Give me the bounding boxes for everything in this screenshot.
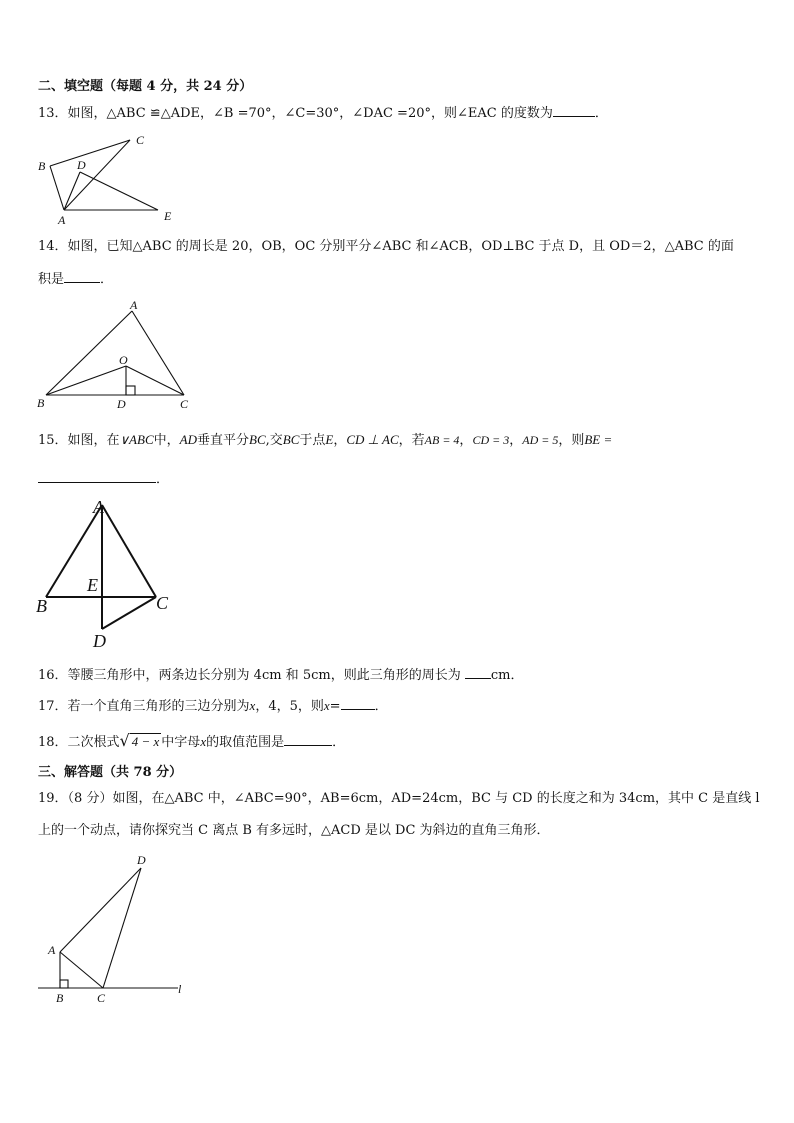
- answer-blank-18[interactable]: [284, 733, 332, 746]
- fig15-label-a: A: [93, 497, 104, 517]
- q15-part: ,交: [265, 433, 283, 448]
- question-16-unit: cm．: [490, 668, 524, 683]
- q15-part: ，: [459, 433, 473, 448]
- q15-ab: AB = 4: [424, 433, 460, 447]
- answer-blank-15[interactable]: [38, 470, 156, 483]
- fig14-label-d: D: [117, 397, 126, 411]
- q15-part: ，则: [558, 433, 585, 448]
- fig19-label-d: D: [137, 853, 146, 867]
- question-13-text: 13．如图，△ABC ≌△ADE，∠B =70°，∠C=30°，∠DAC =20°，则∠EAC 的度数为: [38, 106, 553, 121]
- question-14-end: ．: [100, 272, 114, 287]
- fig14-label-o: O: [119, 353, 128, 367]
- q15-part: 15．如图，在: [38, 433, 120, 448]
- q15-cd-value: CD = 3: [472, 433, 510, 447]
- question-17-end: ．: [374, 699, 388, 714]
- fig13-label-d: D: [77, 158, 86, 172]
- answer-blank-16[interactable]: [465, 666, 491, 679]
- answer-blank-13[interactable]: [553, 104, 595, 117]
- q17-part: =: [329, 699, 341, 714]
- fig14-label-c: C: [180, 397, 189, 411]
- fig19-label-b: B: [56, 991, 64, 1005]
- fig14-label-a: A: [130, 298, 138, 312]
- question-14-line1: 14．如图，已知△ABC 的周长是 20，OB，OC 分别平分∠ABC 和∠ACB，OD⊥BC 于点 D，且 OD＝2，△ABC 的面: [38, 239, 734, 254]
- section-3-title: 三、解答题（共 78 分）: [38, 765, 183, 780]
- fig15-label-c: C: [156, 593, 169, 613]
- q15-part: ，: [333, 433, 347, 448]
- q17-x: x: [323, 698, 330, 713]
- q15-ad: AD: [179, 432, 197, 447]
- q15-part: ，: [509, 433, 523, 448]
- fig15-label-d: D: [93, 631, 106, 651]
- q15-part: 垂直平分: [196, 433, 249, 448]
- fig13-label-b: B: [38, 159, 46, 173]
- question-19-line1: 19．（8 分）如图，在△ABC 中，∠ABC=90°，AB=6cm，AD=24cm，BC 与 CD 的长度之和为 34cm，其中 C 是直线 l: [38, 791, 760, 806]
- q15-part: 中，: [153, 433, 180, 448]
- q18-part: 18．二次根式: [38, 735, 120, 750]
- question-18: [38, 732, 345, 752]
- answer-blank-14[interactable]: [64, 270, 100, 283]
- fig13-label-c: C: [136, 133, 145, 147]
- figure-14: [30, 296, 200, 416]
- fig19-label-c: C: [97, 991, 106, 1005]
- q18-part: 中字母: [161, 735, 201, 750]
- question-19-line2: 上的一个动点，请你探究当 C 离点 B 有多远时，△ACD 是以 DC 为斜边的直角三角形．: [38, 823, 550, 838]
- sqrt-sign: √: [119, 731, 130, 750]
- question-18-end: ．: [332, 735, 346, 750]
- question-15-answer-line: [38, 470, 169, 489]
- question-14-line2-text: 积是: [38, 272, 65, 287]
- question-15: [38, 431, 612, 450]
- fig15-label-e: E: [87, 575, 98, 595]
- q17-x: x: [249, 698, 256, 713]
- question-14-line2: [38, 270, 113, 289]
- question-16-text: 16．等腰三角形中，两条边长分别为 4cm 和 5cm，则此三角形的周长为: [38, 668, 461, 683]
- answer-blank-17[interactable]: [341, 697, 375, 710]
- figure-19: [30, 850, 200, 1010]
- q15-part: 于点: [299, 433, 326, 448]
- fig13-label-a: A: [58, 213, 66, 227]
- q15-bc: BC: [249, 432, 266, 447]
- figure-15: [30, 495, 180, 655]
- question-13-end: ．: [594, 106, 608, 121]
- q15-cd-perp: CD ⊥ AC: [346, 432, 399, 447]
- question-16: [38, 666, 523, 685]
- q15-be: BE =: [584, 432, 613, 447]
- fig15-label-b: B: [36, 596, 47, 616]
- q17-part: 17．若一个直角三角形的三边分别为: [38, 699, 250, 714]
- fig13-label-e: E: [164, 209, 172, 223]
- q18-part: 的取值范围是: [206, 735, 285, 750]
- fig19-label-l: l: [178, 982, 182, 996]
- question-17: [38, 697, 388, 716]
- q17-part: ，4，5，则: [255, 699, 324, 714]
- fig19-label-a: A: [48, 943, 56, 957]
- fig14-label-b: B: [37, 396, 45, 410]
- q15-triangle: ∨ABC: [119, 432, 154, 447]
- q15-part: ，若: [398, 433, 425, 448]
- figure-13: [30, 130, 190, 230]
- question-13: [38, 104, 608, 123]
- q15-ad-value: AD = 5: [522, 433, 559, 447]
- question-15-end: ．: [156, 472, 170, 487]
- q15-e: E: [325, 432, 334, 447]
- q18-radicand: 4 − x: [131, 734, 160, 749]
- q18-x: x: [200, 734, 207, 749]
- q15-bc: BC: [282, 432, 300, 447]
- section-2-title: 二、填空题（每题 4 分，共 24 分）: [38, 79, 253, 94]
